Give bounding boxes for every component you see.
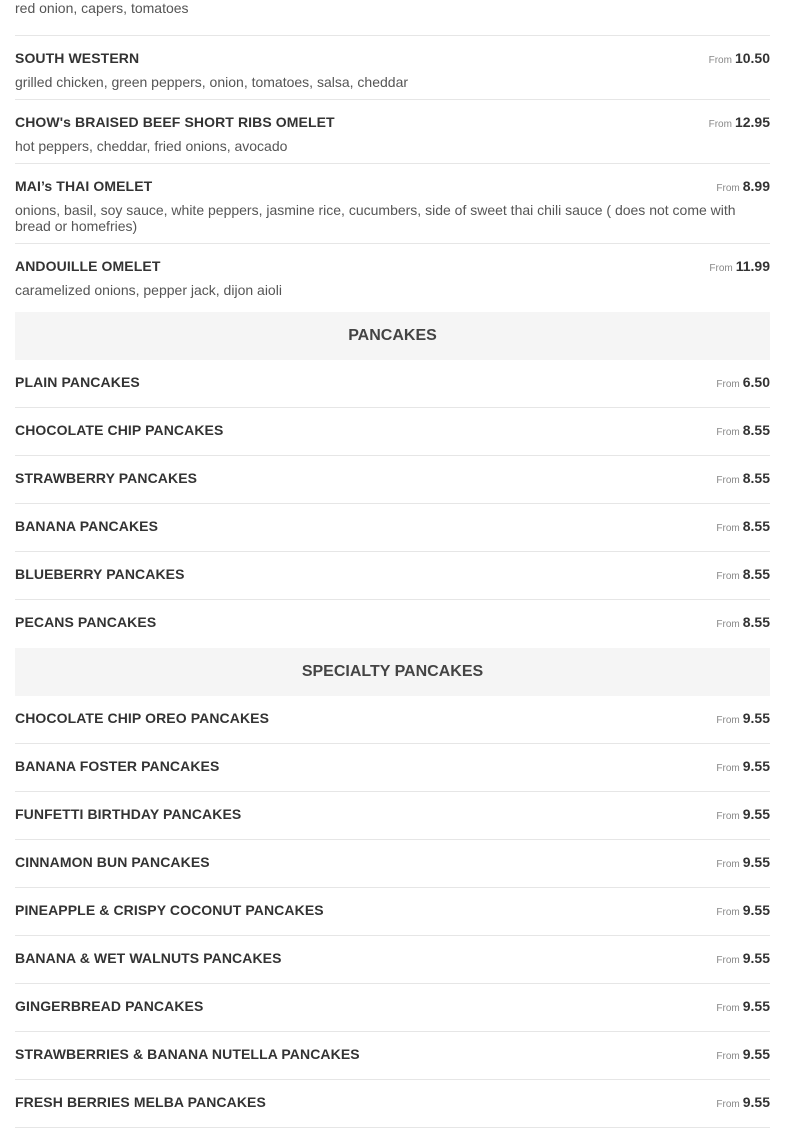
section-header-specialty-pancakes: SPECIALTY PANCAKES xyxy=(15,648,770,696)
item-price xyxy=(716,710,770,728)
item-price xyxy=(716,1046,770,1064)
price-amount: 8.55 xyxy=(742,566,770,582)
price-from-label: From xyxy=(708,55,732,66)
item-price xyxy=(716,950,770,968)
price-from-label: From xyxy=(716,523,740,534)
item-description: red onion, capers, tomatoes xyxy=(15,0,189,16)
item-description: caramelized onions, pepper jack, dijon aioli xyxy=(15,282,282,298)
menu-item[interactable] xyxy=(15,1080,770,1128)
item-name: STRAWBERRY PANCAKES xyxy=(15,470,198,486)
menu-item[interactable] xyxy=(15,1032,770,1080)
price-amount: 9.55 xyxy=(742,710,770,726)
menu-item[interactable] xyxy=(15,164,770,244)
specialty-pancakes-list xyxy=(15,696,770,1128)
section-header-pancakes: PANCAKES xyxy=(15,312,770,360)
menu-list xyxy=(15,0,770,1128)
item-price xyxy=(716,998,770,1016)
item-price xyxy=(716,374,770,392)
item-description: grilled chicken, green peppers, onion, tomatoes, salsa, cheddar xyxy=(15,74,409,90)
item-name: FRESH BERRIES MELBA PANCAKES xyxy=(15,1094,266,1110)
item-price xyxy=(716,758,770,776)
price-amount: 9.55 xyxy=(742,950,770,966)
item-description: onions, basil, soy sauce, white peppers, jasmine rice, cucumbers, side of sweet thai chili sauce ( does not come with bread or homefries) xyxy=(15,202,736,234)
price-from-label: From xyxy=(709,263,733,274)
item-name: BANANA FOSTER PANCAKES xyxy=(15,758,220,774)
item-price xyxy=(716,470,770,488)
price-from-label: From xyxy=(716,475,740,486)
item-name: BANANA & WET WALNUTS PANCAKES xyxy=(15,950,282,966)
item-price xyxy=(716,614,770,632)
price-from-label: From xyxy=(716,619,740,630)
price-from-label: From xyxy=(716,1099,740,1110)
price-amount: 8.55 xyxy=(742,470,770,486)
item-name: PINEAPPLE & CRISPY COCONUT PANCAKES xyxy=(15,902,324,918)
item-name: PECANS PANCAKES xyxy=(15,614,157,630)
menu-item[interactable] xyxy=(15,360,770,408)
item-name: FUNFETTI BIRTHDAY PANCAKES xyxy=(15,806,242,822)
item-price xyxy=(716,806,770,824)
price-amount: 8.55 xyxy=(742,518,770,534)
menu-item-partial[interactable] xyxy=(15,0,770,36)
item-price xyxy=(716,178,770,196)
price-from-label: From xyxy=(716,1003,740,1014)
price-amount: 6.50 xyxy=(742,374,770,390)
menu-item[interactable] xyxy=(15,744,770,792)
item-price xyxy=(716,566,770,584)
item-description: hot peppers, cheddar, fried onions, avocado xyxy=(15,138,288,154)
item-name: PLAIN PANCAKES xyxy=(15,374,140,390)
price-amount: 9.55 xyxy=(742,902,770,918)
price-from-label: From xyxy=(716,183,740,194)
price-amount: 9.55 xyxy=(742,854,770,870)
item-name: BANANA PANCAKES xyxy=(15,518,159,534)
price-amount: 9.55 xyxy=(742,1094,770,1110)
menu-item[interactable] xyxy=(15,504,770,552)
item-price xyxy=(709,258,770,276)
pancakes-list xyxy=(15,360,770,648)
price-from-label: From xyxy=(716,1051,740,1062)
price-from-label: From xyxy=(708,119,732,130)
menu-item[interactable] xyxy=(15,936,770,984)
menu-item[interactable] xyxy=(15,600,770,648)
item-name: CINNAMON BUN PANCAKES xyxy=(15,854,210,870)
price-amount: 8.55 xyxy=(742,422,770,438)
item-price xyxy=(716,422,770,440)
price-amount: 8.99 xyxy=(742,178,770,194)
menu-item[interactable] xyxy=(15,552,770,600)
item-name: GINGERBREAD PANCAKES xyxy=(15,998,204,1014)
item-name: ANDOUILLE OMELET xyxy=(15,258,161,274)
item-price xyxy=(716,518,770,536)
menu-item[interactable] xyxy=(15,696,770,744)
price-amount: 12.95 xyxy=(734,114,770,130)
item-name: SOUTH WESTERN xyxy=(15,50,140,66)
item-price xyxy=(716,854,770,872)
item-price xyxy=(716,902,770,920)
menu-item[interactable] xyxy=(15,244,770,312)
price-from-label: From xyxy=(716,571,740,582)
item-price xyxy=(709,114,770,132)
item-price xyxy=(716,1094,770,1112)
price-from-label: From xyxy=(716,811,740,822)
item-name: BLUEBERRY PANCAKES xyxy=(15,566,185,582)
item-name: CHOW's BRAISED BEEF SHORT RIBS OMELET xyxy=(15,114,335,130)
price-from-label: From xyxy=(716,955,740,966)
menu-item[interactable] xyxy=(15,408,770,456)
price-amount: 9.55 xyxy=(742,998,770,1014)
price-amount: 9.55 xyxy=(742,806,770,822)
price-from-label: From xyxy=(716,379,740,390)
menu-item[interactable] xyxy=(15,984,770,1032)
price-from-label: From xyxy=(716,907,740,918)
item-name: STRAWBERRIES & BANANA NUTELLA PANCAKES xyxy=(15,1046,360,1062)
price-amount: 11.99 xyxy=(735,258,770,274)
price-from-label: From xyxy=(716,427,740,438)
menu-item[interactable] xyxy=(15,36,770,100)
menu-item[interactable] xyxy=(15,100,770,164)
menu-item[interactable] xyxy=(15,456,770,504)
item-price xyxy=(709,50,770,68)
menu-item[interactable] xyxy=(15,888,770,936)
item-name: MAI’s THAI OMELET xyxy=(15,178,153,194)
price-amount: 9.55 xyxy=(742,1046,770,1062)
price-from-label: From xyxy=(716,715,740,726)
price-amount: 10.50 xyxy=(734,50,770,66)
item-name: CHOCOLATE CHIP OREO PANCAKES xyxy=(15,710,270,726)
price-amount: 8.55 xyxy=(742,614,770,630)
menu-item[interactable] xyxy=(15,792,770,840)
menu-item[interactable] xyxy=(15,840,770,888)
item-name: CHOCOLATE CHIP PANCAKES xyxy=(15,422,224,438)
price-from-label: From xyxy=(716,859,740,870)
price-from-label: From xyxy=(716,763,740,774)
price-amount: 9.55 xyxy=(742,758,770,774)
